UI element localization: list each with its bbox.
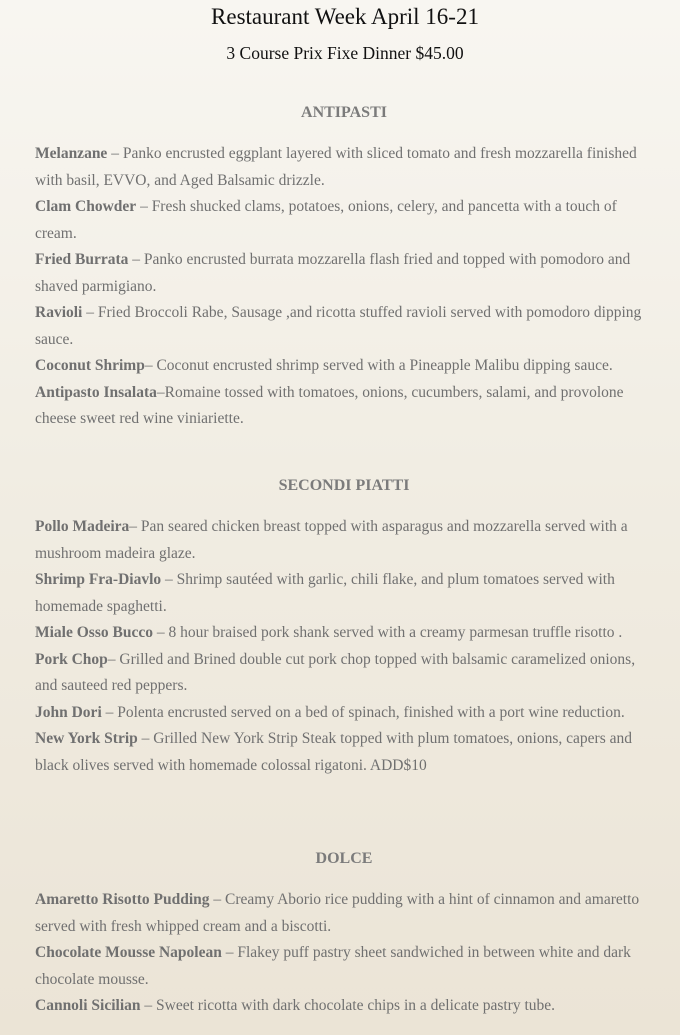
menu-item	[35, 567, 660, 620]
menu-item-name: Coconut Shrimp	[35, 357, 145, 374]
menu-item-name: Miale Osso Bucco	[35, 624, 153, 641]
menu-item-description: –Romaine tossed with tomatoes, onions, cucumbers, salami, and provolone cheese sweet red wine viniariette.	[35, 383, 624, 427]
menu-item	[35, 620, 660, 647]
menu-item-description: – Creamy Aborio rice pudding with a hint of cinnamon and amaretto served with fresh whipped cream and a biscotti.	[35, 891, 640, 935]
antipasti-items	[35, 141, 660, 433]
menu-item-description: – Coconut encrusted shrimp served with a Pineapple Malibu dipping sauce.	[144, 357, 613, 374]
menu-item-name: Shrimp Fra-Diavlo	[35, 571, 162, 588]
menu-item	[35, 726, 660, 779]
menu-item-name: Clam Chowder	[35, 198, 137, 215]
menu-item	[35, 514, 660, 567]
page-subtitle: 3 Course Prix Fixe Dinner $45.00	[226, 43, 464, 63]
menu-item-description: – Sweet ricotta with dark chocolate chips in a delicate pastry tube.	[144, 997, 556, 1014]
menu-item-name: Chocolate Mousse Napolean	[35, 944, 226, 961]
menu-item-description: – Polenta encrusted served on a bed of spinach, finished with a port wine reduction.	[101, 703, 625, 721]
section-heading-secondi-piatti: SECONDI PIATTI	[278, 477, 410, 494]
menu-item-name: Pork Chop	[35, 650, 108, 668]
menu-item	[35, 247, 660, 300]
menu-item-description: – Fried Broccoli Rabe, Sausage ,and ricotta stuffed ravioli served with pomodoro dipping sauce.	[35, 304, 642, 348]
menu-item-name: Ravioli	[35, 304, 83, 321]
menu-item-name: New York Strip	[35, 730, 138, 747]
menu-item	[35, 700, 660, 727]
menu-item-description: – Grilled New York Strip Steak topped with plum tomatoes, onions, capers and black olives served with homemade colossal rigatoni. ADD$10	[35, 730, 632, 774]
section-heading-dolce: DOLCE	[315, 850, 373, 867]
page-title: Restaurant Week April 16-21	[211, 4, 479, 29]
menu-item-description: – 8 hour braised pork shank served with a creamy parmesan truffle risotto .	[152, 624, 623, 641]
menu-item	[35, 300, 660, 353]
menu-item	[35, 940, 660, 993]
menu-item	[35, 647, 660, 700]
menu-item	[35, 141, 660, 194]
secondi-piatti-items	[35, 514, 660, 779]
section-heading-antipasti: ANTIPASTI	[301, 104, 387, 121]
dolce-items	[35, 887, 660, 1020]
menu-item-name: Pollo Madeira	[35, 518, 130, 535]
menu-item-description: – Shrimp sautéed with garlic, chili flake, and plum tomatoes served with homemade spaghetti.	[35, 571, 615, 615]
menu-item-name: Fried Burrata	[35, 251, 129, 268]
menu-item-description: – Fresh shucked clams, potatoes, onions, celery, and pancetta with a touch of cream.	[35, 198, 617, 242]
menu-item	[35, 353, 660, 380]
menu-item	[35, 887, 660, 940]
menu-item-description: – Flakey puff pastry sheet sandwiched in between white and dark chocolate mousse.	[35, 944, 631, 988]
menu-item	[35, 380, 660, 433]
menu-item-name: Melanzane	[35, 145, 112, 162]
menu-item-name: Amaretto Risotto Pudding	[35, 891, 210, 908]
menu-item-description: – Panko encrusted eggplant layered with sliced tomato and fresh mozzarella finished with basil, EVVO, and Aged Balsamic drizzle.	[35, 145, 637, 189]
menu-item-description: – Grilled and Brined double cut pork chop topped with balsamic caramelized onions, and sauteed red peppers.	[35, 650, 636, 694]
menu-item-name: John Dori	[35, 703, 102, 721]
menu-item-name: Antipasto Insalata	[35, 383, 157, 401]
menu-item-description: – Pan seared chicken breast topped with asparagus and mozzarella served with a mushroom madeira glaze.	[35, 518, 628, 562]
menu-item	[35, 993, 660, 1020]
menu-item	[35, 194, 660, 247]
menu-item-description: – Panko encrusted burrata mozzarella flash fried and topped with pomodoro and shaved parmigiano.	[35, 251, 631, 295]
menu-item-name: Cannoli Sicilian	[35, 997, 145, 1014]
